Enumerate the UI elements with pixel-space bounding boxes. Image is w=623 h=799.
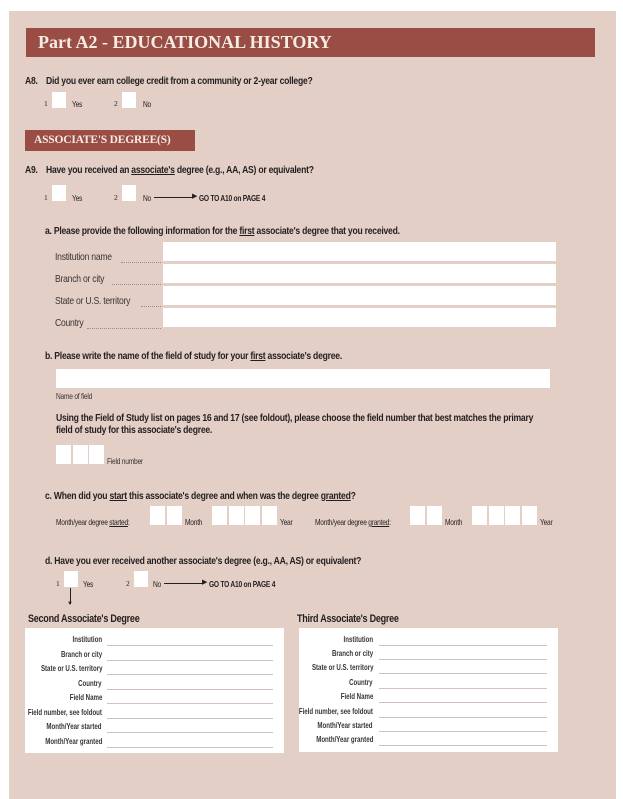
state-territory-label: State or U.S. territory [55, 295, 131, 307]
started-year-digit-1[interactable] [212, 506, 227, 525]
started-month-digit-2[interactable] [167, 506, 182, 525]
second-state-line[interactable] [107, 674, 273, 675]
third-country-label: Country [349, 677, 373, 687]
skip-arrow-icon: ▶ [202, 579, 208, 586]
started-year-digit-4[interactable] [262, 506, 277, 525]
granted-year-digit-1[interactable] [472, 506, 487, 525]
a8-yes-checkbox[interactable] [52, 92, 66, 108]
third-started-line[interactable] [379, 731, 547, 732]
started-year-label: Year [280, 517, 293, 527]
branch-city-input[interactable] [163, 264, 556, 283]
field-number-label: Field number [107, 456, 143, 466]
granted-year-label: Year [540, 517, 553, 527]
a9-yes-code: 1 [44, 193, 48, 202]
a9-no-code: 2 [114, 193, 118, 202]
a9-number: A9. [25, 164, 38, 176]
field-number-digit-1[interactable] [56, 445, 71, 464]
second-field-name-line[interactable] [107, 703, 273, 704]
granted-month-digit-1[interactable] [410, 506, 425, 525]
second-country-label: Country [78, 678, 102, 688]
a8-question: Did you ever earn college credit from a community or 2-year college? [46, 75, 313, 87]
field-instruction-line2: field of study for this associate's degree. [56, 424, 213, 436]
leader-dots [112, 284, 161, 285]
d-skip-instruction: GO TO A10 on PAGE 4 [209, 579, 276, 589]
a8-no-code: 2 [114, 99, 118, 108]
second-degree-card [25, 628, 284, 753]
started-month-label: Month [185, 517, 203, 527]
granted-year-digit-2[interactable] [489, 506, 504, 525]
third-field-number-label: Field number, see foldout [298, 706, 373, 716]
third-degree-card [299, 628, 558, 752]
third-started-label: Month/Year started [317, 720, 373, 730]
d-yes-checkbox[interactable] [64, 571, 78, 587]
granted-month-label: Month [445, 517, 463, 527]
skip-arrow-line [154, 197, 194, 198]
leader-dots [87, 328, 161, 329]
started-month-digit-1[interactable] [150, 506, 165, 525]
part-d-question: d. Have you ever received another associate's degree (e.g., AA, AS) or equivalent? [45, 555, 362, 567]
granted-year-digit-4[interactable] [522, 506, 537, 525]
started-year-digit-3[interactable] [245, 506, 260, 525]
d-no-label: No [153, 579, 162, 589]
subsection-title: ASSOCIATE'S DEGREE(S) [34, 134, 171, 146]
state-territory-input[interactable] [163, 286, 556, 305]
second-institution-label: Institution [72, 634, 102, 644]
second-started-line[interactable] [107, 732, 273, 733]
third-field-number-line[interactable] [379, 717, 547, 718]
started-year-digit-2[interactable] [229, 506, 244, 525]
second-field-name-label: Field Name [69, 692, 102, 702]
leader-dots [141, 306, 161, 307]
a8-no-checkbox[interactable] [122, 92, 136, 108]
a9-yes-label: Yes [72, 193, 83, 203]
third-field-name-line[interactable] [379, 702, 547, 703]
d-yes-code: 1 [56, 579, 60, 588]
second-field-number-label: Field number, see foldout [27, 707, 102, 717]
third-granted-label: Month/Year granted [315, 734, 373, 744]
a8-number: A8. [25, 75, 38, 87]
third-state-line[interactable] [379, 673, 547, 674]
started-label: Month/year degree started: [56, 517, 130, 527]
d-no-code: 2 [126, 579, 130, 588]
second-institution-line[interactable] [107, 645, 273, 646]
down-arrow-icon: ▼ [67, 601, 73, 607]
third-country-line[interactable] [379, 688, 547, 689]
second-granted-line[interactable] [107, 747, 273, 748]
a8-no-label: No [143, 99, 152, 109]
a9-yes-checkbox[interactable] [52, 185, 66, 201]
a8-yes-label: Yes [72, 99, 83, 109]
third-branch-label: Branch or city [331, 648, 373, 658]
a9-no-label: No [143, 193, 152, 203]
part-b-question: b. Please write the name of the field of study for your first associate's degree. [45, 350, 342, 362]
skip-arrow-icon: ▶ [192, 193, 198, 200]
field-number-digit-2[interactable] [73, 445, 88, 464]
d-yes-label: Yes [83, 579, 94, 589]
field-instruction-line1: Using the Field of Study list on pages 16 and 17 (see foldout), please choose the field number that best matches the primary [56, 412, 534, 424]
granted-month-digit-2[interactable] [427, 506, 442, 525]
granted-year-digit-3[interactable] [505, 506, 520, 525]
part-a-question: a. Please provide the following information for the first associate's degree that you received. [45, 225, 400, 237]
field-name-input[interactable] [56, 369, 550, 388]
institution-name-input[interactable] [163, 242, 556, 261]
third-field-name-label: Field Name [340, 691, 373, 701]
country-input[interactable] [163, 308, 556, 327]
a9-no-checkbox[interactable] [122, 185, 136, 201]
third-degree-title: Third Associate's Degree [297, 613, 399, 625]
second-started-label: Month/Year started [46, 721, 102, 731]
granted-label: Month/year degree granted: [315, 517, 391, 527]
a9-skip-instruction: GO TO A10 on PAGE 4 [199, 193, 266, 203]
second-state-label: State or U.S. territory [40, 663, 102, 673]
third-state-label: State or U.S. territory [311, 662, 373, 672]
skip-arrow-line [164, 583, 204, 584]
branch-city-label: Branch or city [55, 273, 105, 285]
page-title: Part A2 - EDUCATIONAL HISTORY [38, 32, 332, 52]
third-granted-line[interactable] [379, 745, 547, 746]
field-name-label: Name of field [56, 391, 93, 401]
third-branch-line[interactable] [379, 659, 547, 660]
leader-dots [121, 262, 161, 263]
institution-name-label: Institution name [55, 251, 112, 263]
a9-question: Have you received an associate's degree (e.g., AA, AS) or equivalent? [46, 164, 314, 176]
country-label: Country [55, 317, 84, 329]
part-c-question: c. When did you start this associate's degree and when was the degree granted? [45, 490, 356, 502]
field-number-digit-3[interactable] [89, 445, 104, 464]
second-country-line[interactable] [107, 689, 273, 690]
a8-yes-code: 1 [44, 99, 48, 108]
second-branch-line[interactable] [107, 660, 273, 661]
third-institution-line[interactable] [379, 645, 547, 646]
second-branch-label: Branch or city [60, 649, 102, 659]
d-no-checkbox[interactable] [134, 571, 148, 587]
subsection-header [25, 130, 195, 151]
second-field-number-line[interactable] [107, 718, 273, 719]
section-header [26, 28, 595, 57]
second-granted-label: Month/Year granted [44, 736, 102, 746]
third-institution-label: Institution [343, 634, 373, 644]
second-degree-title: Second Associate's Degree [28, 613, 140, 625]
